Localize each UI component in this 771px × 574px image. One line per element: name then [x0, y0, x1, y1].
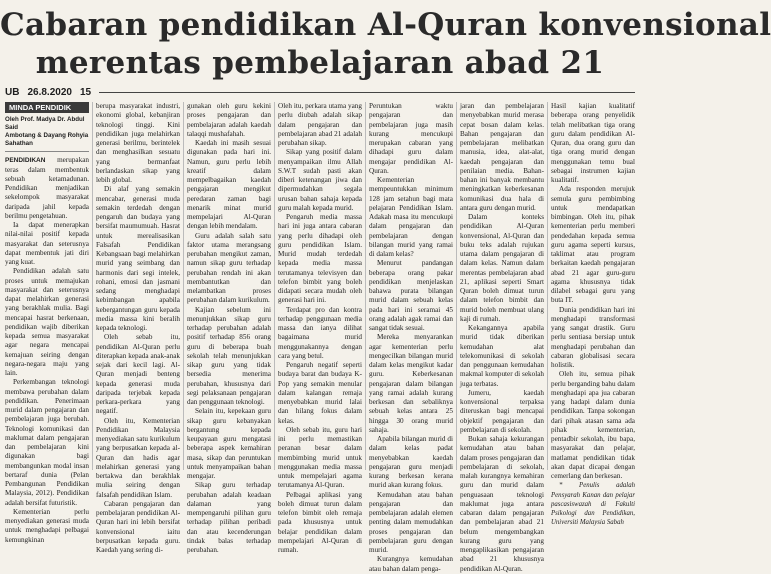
- author-line: Sahathan: [5, 140, 33, 148]
- paragraph: Pelbagai aplikasi yang boleh dimuat turun dalam telefon bimbit oleh remaja pada khususnya untuk belajar pendidikan dalam mempelajari Al-Quran di rumah.: [278, 490, 362, 554]
- article-column-7: [551, 102, 635, 527]
- paragraph: Selain itu, kepekaan guru sikap guru kebanyakan bergantung kepada keupayaan guru mengatasi beberapa aspek kemahiran masa, sikap dan peruntukan untuk menyampaikan bahan mengajar.: [187, 407, 271, 480]
- paragraph: Kemudahan atau bahan pengajaran dan pembelajaran adalah elemen penting dalam memudahkan proses pengajaran dan pembelajaran guru dengan murid.: [369, 490, 453, 554]
- paragraph: Oleh sebab itu, pendidikan Al-Quran perlu diterapkan kepada anak-anak sejak dari kecil lagi. Al-Quran menjadi benteng kepada generasi muda daripada terjebak kepada perkara-perkara yang negatif.: [96, 333, 180, 416]
- article-column-5: [369, 102, 453, 573]
- column-divider: [365, 102, 366, 470]
- article-column-4: [278, 102, 362, 554]
- paragraph: jaran dan pembelajaran menyebabkan murid merasa cepat bosan dalam kelas. Bahan pengajaran dan pembelajaran melibatkan manusia, idea, alat-alat, kaedah pengajaran dan penilaian media. Bahan-bahan ini banyak membantu meningkatkan keberkesanan komunikasi dua hala di antara guru dengan murid.: [460, 102, 544, 212]
- paragraph: Kekangannya apabila murid tidak diberikan kemudahan alat telekomunikasi di sekolah dan penggunaan kemudahan makmal komputer di sekolah juga terbatas.: [460, 324, 544, 388]
- paragraph: Dalam konteks pendidikan Al-Quran konvensional, Al-Quran dan buku teks adalah rujukan utama dalam pengajaran di dalam kelas. Namun dalam merentas pembelajaran abad 21, aplikasi seperti Smart Quran boleh dimuat turun dalam telefon bimbit dan murid boleh membuat ulang kaji di rumah.: [460, 213, 544, 323]
- author-line: Ambotang & Dayang Rohyia: [5, 132, 89, 140]
- author-line: Oleh Prof. Madya Dr. Abdul Said: [5, 116, 85, 132]
- column-divider: [547, 102, 548, 470]
- paragraph: Kajian sebelum ini menunjukkan sikap guru terhadap perubahan adalah positif terhadap 856 orang guru di beberapa buah sekolah telah menunjukkan sikap guru yang tidak bersedia menerima perubahan, khususnya dari segi pelaksanaan pengajaran dan penggunaan teknologi.: [187, 305, 271, 406]
- paragraph: Perkembangan teknologi membawa perubahan dalam pendidikan. Penerimaan murid dalam pengajaran dan pembelajaran juga berubah. Teknologi komunikasi dan maklumat dalam pengajaran dan pembelajaran kini digunakan bagi membangunkan modal insan bertaraf dunia (Pelan Pembangunan Pendidikan Malaysia, 2012). Pendidikan adalah bersifat futuristik.: [5, 378, 89, 507]
- paragraph: Mereka menyarankan agar kementerian perlu mengecilkan bilangan murid dalam kelas mengikut kadar guru. Keberkesanan pengajaran dalam bilangan yang ramai adalah kurang berkesan dan sebaliknya sebuah kelas antara 25 hingga 30 orang murid sahaja.: [369, 333, 453, 434]
- paragraph: Peruntukan waktu pengajaran dan pembelajaran juga masih kurang mencukupi merupakan cabaran yang dihadapi guru dalam mengajar pendidikan Al-Quran.: [369, 102, 453, 175]
- paragraph: Kementerian mempeuntukkan minimum 128 jam setahun bagi mata pelajaran Pendidikan Islam. Adakah masa itu mencukupi dalam pengajaran dan pembelajaran dengan bilangan murid yang ramai di dalam kelas?: [369, 176, 453, 258]
- paragraph: Oleh itu, perkara utama yang perlu diubah adalah sikap dalam pengajaran dan pembelajaran abad 21 adalah perubahan sikap.: [278, 102, 362, 147]
- section-label: MINDA PENDIDIK: [5, 102, 89, 113]
- paragraph: Apabila bilangan murid di dalam kelas padat menyebabkan kaedah pengajaran guru menjadi kurang berkesan kerana murid akan kurang fokus.: [369, 435, 453, 490]
- paragraph: berupa masyarakat industri, ekonomi global, kebanjiran teknologi tinggi. Kini pendidikan juga melahirkan generasi berilmu, berintelek dan menghasilkan sesuatu yang bermanfaat berlandaskan sikap yang lebih global.: [96, 102, 180, 184]
- author-note: * Penulis adalah Pensyarah Kanan dan pelajar pascasiswazah di Fakulti Psikologi dan Pendidikan, Universiti Malaysia Sabah: [551, 482, 635, 527]
- header-rule: [99, 92, 635, 93]
- lead-text: merupakan teras dalam membentuk sebuah ketamadunan. Pendidikan menjadikan sekelompok masyarakat daripada jahil kepada berilmu pengetahuan.: [5, 156, 89, 220]
- paragraph: Pengaruh negatif seperti budaya barat dan budaya K-Pop yang semakin menular dalam kalangan remaja menyebabkan murid lalai dan hilang fokus dalam kelas.: [278, 361, 362, 425]
- paragraph: Jumeru, kaedah konvensional terpaksa diteruskan bagi mencapai objektif pengajaran dan pembelajaran di sekolah.: [460, 388, 544, 434]
- paragraph: Terdapat pro dan kontra terhadap penggunaan media massa dan ianya dilihat bagaimana murid menggunakannya dengan cara yang betul.: [278, 305, 362, 360]
- paragraph: Dunia pendidikan hari ini menghadapi transformasi yang sangat drastik. Guru perlu sentiasa bersiap untuk menghadapi perubahan dan cabaran globalisasi secara holistik.: [551, 305, 635, 369]
- lead-paragraph: [5, 156, 89, 221]
- paragraph: Oleh sebab itu, guru hari ini perlu memastikan peranan besar dalam membimbing murid untuk menggunakan media massa untuk mempelajari agama terutamanya Al-Quran.: [278, 425, 362, 490]
- column-divider: [274, 102, 275, 470]
- publication-bar: [5, 86, 635, 98]
- paragraph: Sikap guru terhadap perubahan adalah keadaan dalaman yang mempengaruhi pilihan guru terhadap pilihan peribadi dan atau kecenderungan tindak balas terhadap perubahan.: [187, 481, 271, 554]
- paragraph: Sikap yang positif dalam menyampaikan ilmu Allah S.W.T sudah pasti akan diberi ketenangan jiwa dan dipermudahkan segala urusan bahan sahaja kepada guru malah kepada murid.: [278, 148, 362, 212]
- page-number: 15: [79, 86, 92, 98]
- article-column-1: [5, 102, 89, 544]
- paragraph: Pengaruh media massa hari ini juga antara cabaran yang perlu dihadapi oleh guru pendidikan Islam. Murid mudah terdedah kepada media massa terutamanya televisyen dan telefon bimbit yang boleh didapati secara mudah oleh generasi hari ini.: [278, 213, 362, 305]
- article-column-2: [96, 102, 180, 554]
- author-byline: [5, 116, 89, 152]
- publication-label: UB: [5, 86, 20, 98]
- paragraph: Ia dapat menerapkan nilai-nilai positif kepada masyarakat dan seterusnya dapat membentuk jati diri yang kuat.: [5, 221, 89, 266]
- column-divider: [183, 102, 184, 470]
- lead-word: PENDIDIKAN: [5, 157, 46, 165]
- paragraph: Guru adalah salah satu faktor utama merangsang perubahan mengikut zaman, namun sikap guru terhadap perubahan rendah ini akan membantutkan dan melambatkan proses perubahan dalam kurikulum.: [187, 231, 271, 305]
- column-divider: [92, 102, 93, 470]
- paragraph: Di alaf yang semakin mencabar, generasi muda semakin terdedah dengan pengaruh dan budaya yang bersifat maumumuah. Hasrat untuk merealisasikan Falsafah Pendidikan Kebangsaan bagi melahirkan murid yang seimbang dan harmonis dari segi intelek, rohani, emosi dan jasmani sedang menghadapi kebimbangan apabila kebergantungan guru kepada media massa kini beralih kepada teknologi.: [96, 185, 180, 332]
- paragraph: Kurangnya kemudahan atau bahan dalam penga-: [369, 555, 453, 573]
- paragraph: Ada responden merujuk semula guru pembimbing untuk mendapatkan bimbingan. Oleh itu, pihak kementerian perlu memberi pendedahan kepada semua guru agama seperti kursus, taklimat atau program berkaitan kaedah pengajaran abad 21 agar guru-guru agama khususnya tidak dilabel sebagai guru yang buta IT.: [551, 185, 635, 305]
- paragraph: Kaedah ini masih sesuai digunakan pada hari ini. Namun, guru perlu lebih kreatif dalam mempelbagaikan kaedah pengajaran mengikut peredaran zaman bagi menarik minat murid mempelajari Al-Quran dengan lebih mendalam.: [187, 139, 271, 231]
- paragraph: Menurut pandangan beberapa orang pakar pendidikan menjelaskan bahawa purata bilangan murid dalam sebuah kelas pada hari ini seramai 45 orang adalah agak ramai dan sangat tidak sesuai.: [369, 259, 453, 332]
- paragraph: Bukan sahaja kekurangan kemudahan atau bahan dalam proses pengajaran dan pembelajaran di sekolah, malah kurangnya kemahiran guru dan murid dalam penguasaan teknologi maklumat juga antara cabaran dalam pengajaran dan pembelajaran abad 21 belum mengembangkan kurang guru yang mengaplikasikan pengajaran abad 21 khususnya pendidikan Al-Quran.: [460, 435, 544, 573]
- paragraph: Cabaran pengajaran dan pembelajaran pendidikan Al-Quran hari ini lebih bersifat konvensional iaitu berpusatkan kepada guru. Kaedah yang sering di-: [96, 499, 180, 554]
- publication-date: 26.8.2020: [27, 86, 72, 98]
- article-column-6: [460, 102, 544, 573]
- paragraph: Pendidikan adalah satu proses untuk memajukan masyarakat dan seterusnya dapat melahirkan generasi yang berakhlak mulia. Bagi mencapai hasrat berkenaan, pendidikan wajib diberikan kepada semua masyarakat agar negara mencapai kemajuan seiring dengan negara-negara maju yang lain.: [5, 267, 89, 377]
- column-divider: [456, 102, 457, 470]
- paragraph: Oleh itu, semua pihak perlu berganding bahu dalam menghadapi apa jua cabaran yang hadapi dalam dunia pendidikan. Tanpa sokongan dari pihak atasan sama ada pihak kementerian, pentadbir sekolah, ibu bapa, masyarakat dan pelajar, matlamat pendidikan tidak akan dapat dicapai dengan cemerlang dan berkesan.: [551, 370, 635, 480]
- headline-line-1: Cabaran pendidikan Al-Quran konvensional: [0, 7, 771, 43]
- paragraph: gunakan oleh guru kekini proses pengajaran dan pembelajaran adalah kaedah talaqqi mushafahah.: [187, 102, 271, 138]
- paragraph: Hasil kajian kualitatif beberapa orang penyelidik telah melibatkan tiga orang guru dalam pendidikan Al-Quran, dua orang guru dan tiga orang murid dengan menggunakan temu bual sebagai instrumen kajian kualitatif.: [551, 102, 635, 184]
- paragraph: Kementerian perlu menyediakan generasi muda untuk menghadapi pelbagai kemungkinan: [5, 507, 89, 544]
- paragraph: Oleh itu, Kementerian Pendidikan Malaysia menyediakan satu kurikulum yang berpusatkan kepada al-Quran dan hadis agar melahirkan generasi yang bertakwa dan berakhlak mulia seiring dengan falsafah pendidikan Islam.: [96, 416, 180, 499]
- article-column-3: [187, 102, 271, 554]
- headline-line-2: merentas pembelajaran abad 21: [35, 45, 605, 81]
